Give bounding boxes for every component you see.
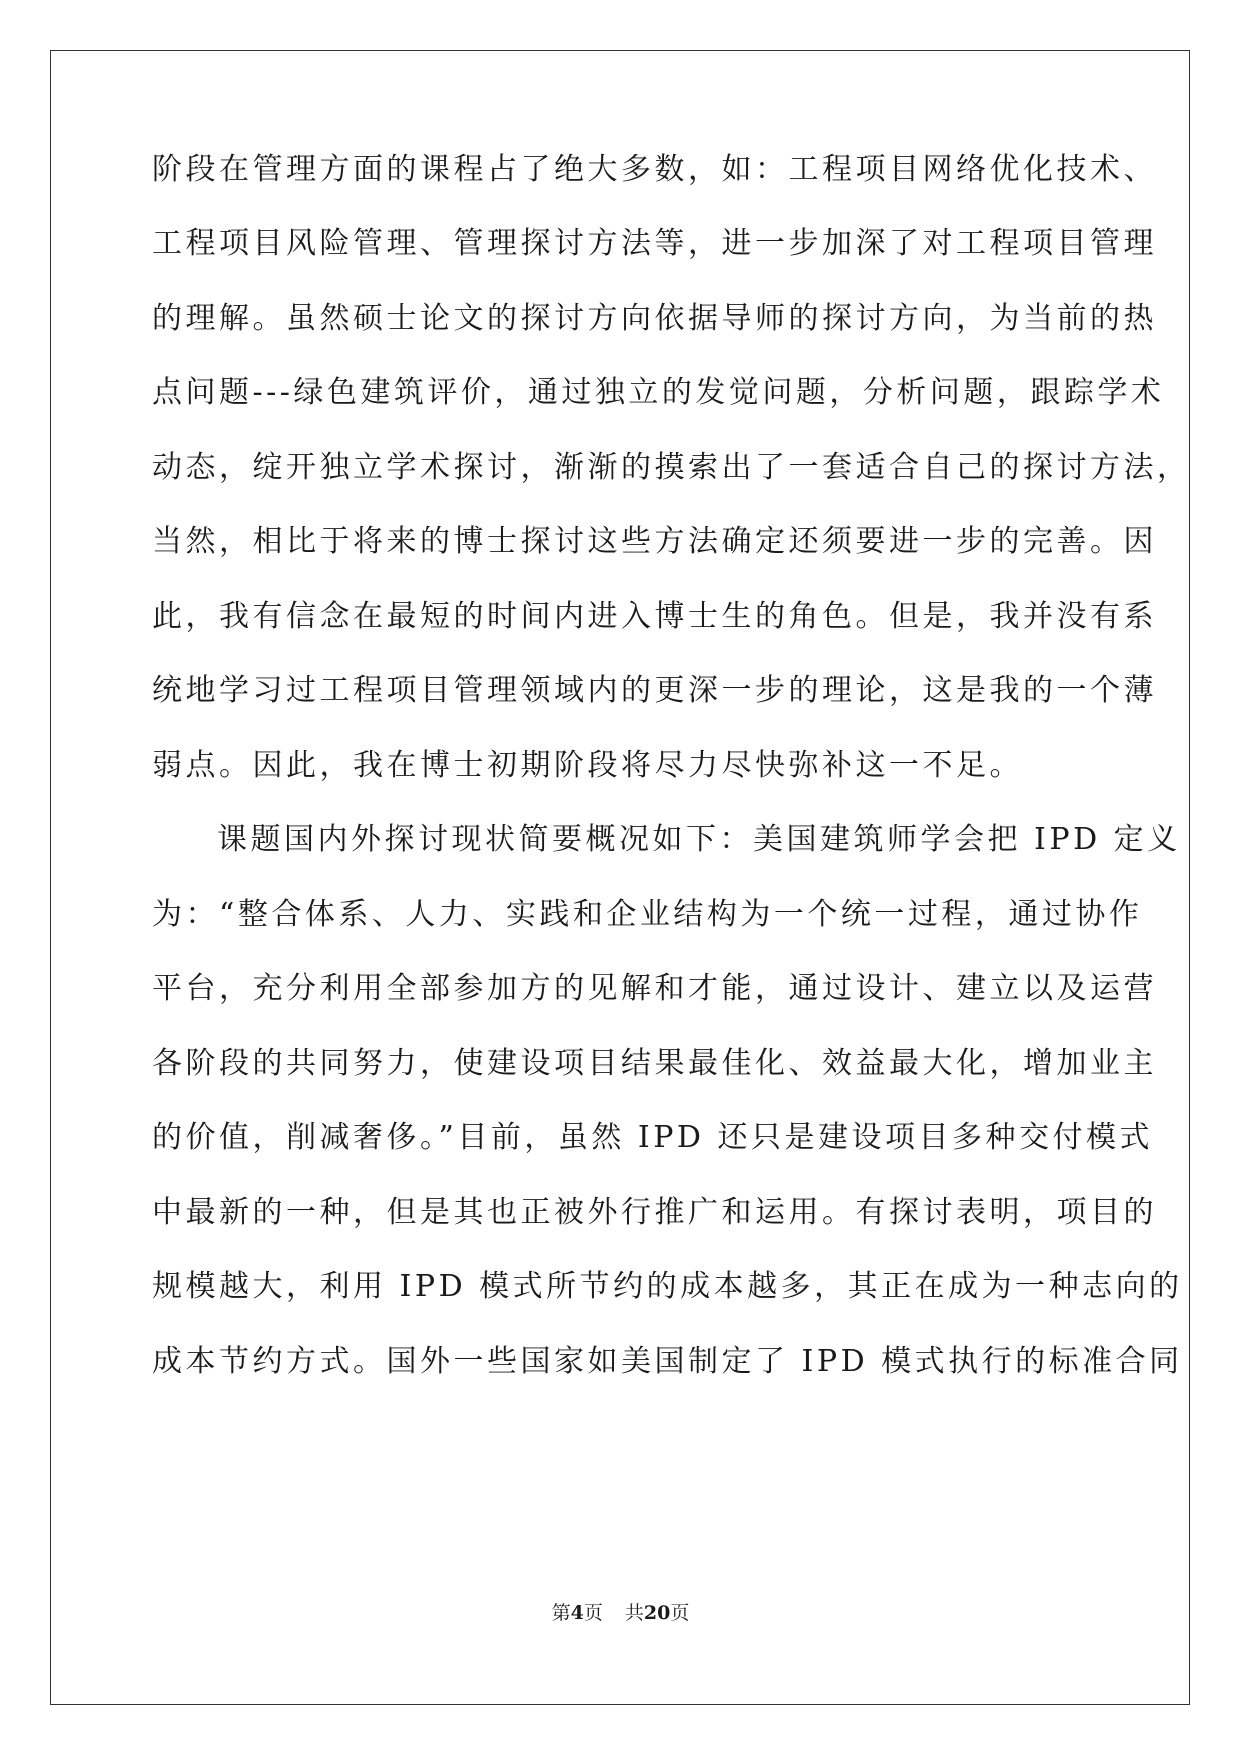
- text-line: 弱点。因此，我在博士初期阶段将尽力尽快弥补这一不足。: [152, 748, 1023, 783]
- text-line: 规模越大，利用 IPD 模式所节约的成本越多，其正在成为一种志向的: [152, 1269, 1183, 1304]
- text-line: 阶段在管理方面的课程占了绝大多数，如：工程项目网络优化技术、: [152, 152, 1157, 187]
- page-number: 4: [570, 1602, 584, 1624]
- total-pages: 20: [643, 1602, 671, 1624]
- text-line: 中最新的一种，但是其也正被外行推广和运用。有探讨表明，项目的: [152, 1195, 1157, 1230]
- page-prefix: 第: [551, 1602, 571, 1624]
- total-suffix: 页: [670, 1602, 690, 1624]
- text-line: 统地学习过工程项目管理领域内的更深一步的理论，这是我的一个薄: [152, 673, 1157, 708]
- text-line: 此，我有信念在最短的时间内进入博士生的角色。但是，我并没有系: [152, 599, 1157, 634]
- text-line: 的价值，削减奢侈。”目前，虽然 IPD 还只是建设项目多种交付模式: [152, 1120, 1153, 1155]
- text-line: 平台，充分利用全部参加方的见解和才能，通过设计、建立以及运营: [152, 971, 1157, 1006]
- text-line: 点问题---绿色建筑评价，通过独立的发觉问题，分析问题，跟踪学术: [152, 375, 1165, 410]
- page-suffix: 页: [583, 1602, 603, 1624]
- text-line: 为：“整合体系、人力、实践和企业结构为一个统一过程，通过协作: [152, 897, 1143, 932]
- page-footer: [0, 1598, 1241, 1625]
- text-line: 各阶段的共同努力，使建设项目结果最佳化、效益最大化，增加业主: [152, 1046, 1157, 1081]
- text-line: 动态，绽开独立学术探讨，渐渐的摸索出了一套适合自己的探讨方法，: [152, 450, 1191, 485]
- paragraph-first-line: 课题国内外探讨现状简要概况如下：美国建筑师学会把 IPD 定义: [217, 822, 1181, 857]
- total-prefix: 共: [624, 1602, 644, 1624]
- text-line: 工程项目风险管理、管理探讨方法等，进一步加深了对工程项目管理: [152, 226, 1157, 261]
- text-line: 的理解。虽然硕士论文的探讨方向依据导师的探讨方向，为当前的热: [152, 301, 1157, 336]
- text-line: 成本节约方式。国外一些国家如美国制定了 IPD 模式执行的标准合同: [152, 1344, 1183, 1379]
- text-line: 当然，相比于将来的博士探讨这些方法确定还须要进一步的完善。因: [152, 524, 1157, 559]
